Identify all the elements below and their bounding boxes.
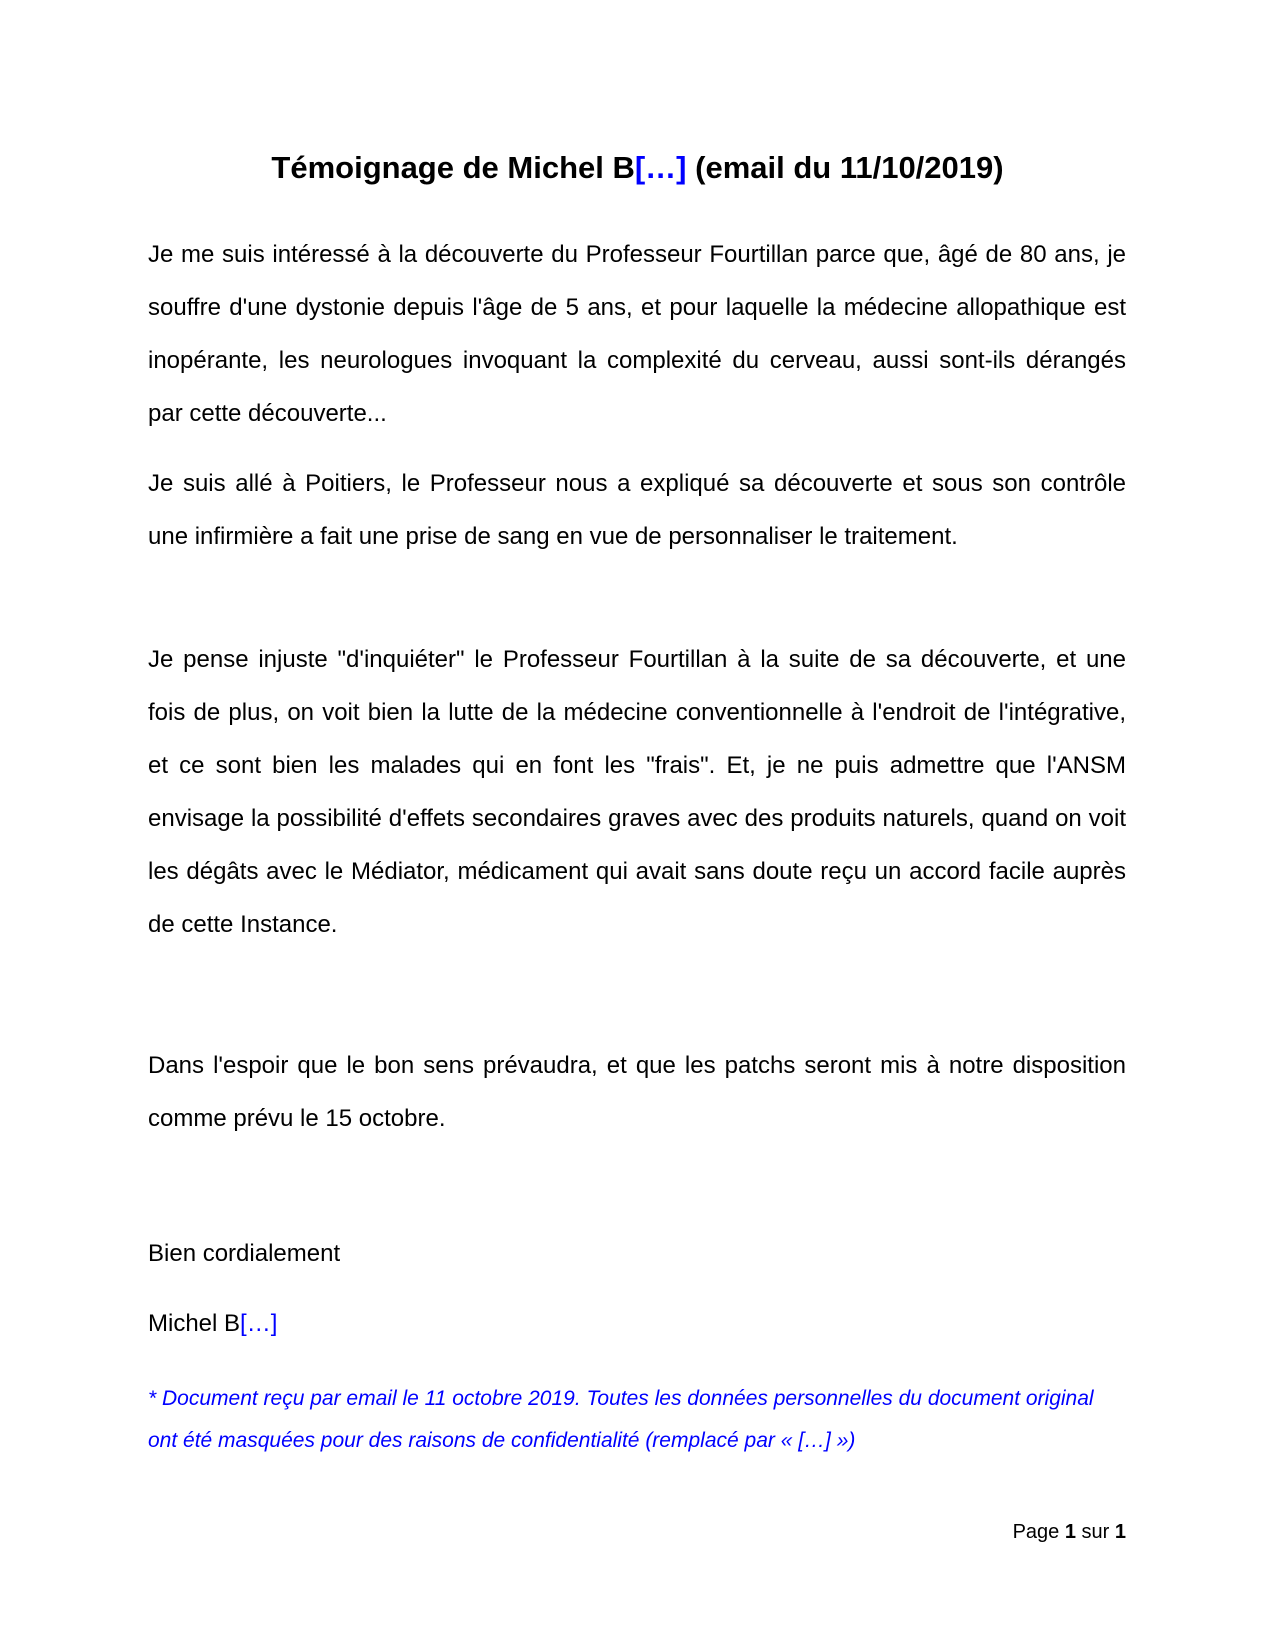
closing-line: Bien cordialement <box>148 1240 341 1267</box>
paragraph-4: Dans l'espoir que le bon sens prévaudra, et que les patchs seront mis à notre disposition comme prévu le 15 octobre. <box>148 1052 1126 1132</box>
paragraph-3: Je pense injuste "d'inquiéter" le Professeur Fourtillan à la suite de sa découverte, et une fois de plus, on voit bien la lutte de la médecine conventionnelle à l'endroit de l'intégrative, et ce sont bien les malades qui en font les "frais". Et, je ne puis admettre que l'ANSM envisage la possibilité d'effets secondaires graves avec des produits naturels, quand on voit les dégâts avec le Médiator, médicament qui avait sans doute reçu un accord facile auprès de cette Instance. <box>148 646 1126 938</box>
footer-of-label: sur <box>1075 1521 1115 1543</box>
signature <box>148 1297 1126 1350</box>
footer-page-total: 1 <box>1114 1521 1126 1543</box>
footer-page-label: Page <box>1012 1521 1065 1543</box>
signature-name: Michel B <box>148 1310 241 1337</box>
page-footer <box>1013 1520 1126 1544</box>
title-redaction: […] <box>634 150 687 185</box>
paragraph-2: Je suis allé à Poitiers, le Professeur nous a expliqué sa découverte et sous son contrôle une infirmière a fait une prise de sang en vue de personnaliser le traitement. <box>148 470 1126 550</box>
title-prefix: Témoignage de Michel B <box>271 150 635 185</box>
footer-page-number: 1 <box>1064 1521 1076 1543</box>
page-title <box>0 148 1275 188</box>
title-suffix: (email du 11/10/2019) <box>686 150 1004 185</box>
paragraph-1: Je me suis intéressé à la découverte du Professeur Fourtillan parce que, âgé de 80 ans, je souffre d'une dystonie depuis l'âge de 5 ans, et pour laquelle la médecine allopathique est inopérante, les neurologues invoquant la complexité du cerveau, aussi sont-ils dérangés par cette découverte... <box>148 241 1126 427</box>
confidentiality-note: * Document reçu par email le 11 octobre 2019. Toutes les données personnelles du document original ont été masquées pour des raisons de confidentialité (remplacé par « […] ») <box>148 1387 1094 1452</box>
signature-redaction: […] <box>240 1310 278 1337</box>
